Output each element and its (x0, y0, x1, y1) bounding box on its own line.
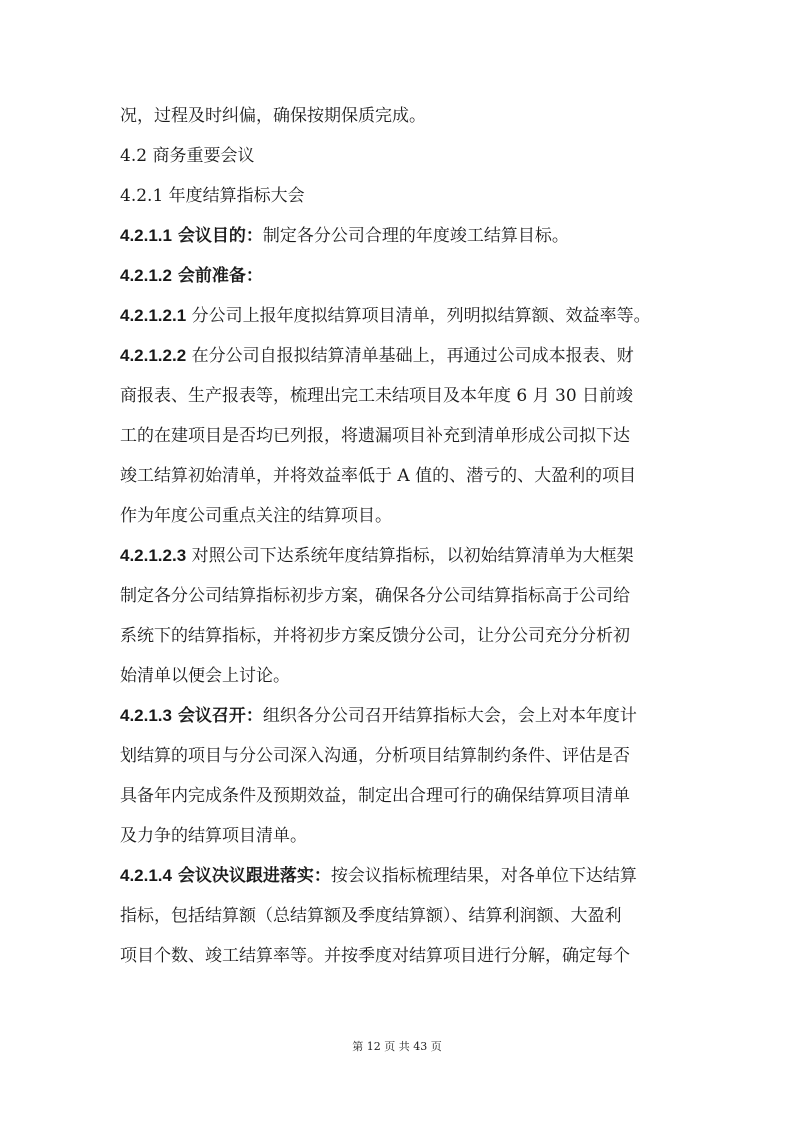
text-line (120, 496, 680, 536)
text-line (120, 456, 680, 496)
text-line (120, 216, 680, 256)
text-line (120, 96, 680, 136)
section-number: 4.2.1.2.1 (120, 306, 187, 325)
line-text: 4.2.1 年度结算指标大会 (120, 186, 305, 206)
line-text: 具备年内完成条件及预期效益，制定出合理可行的确保结算项目清单 (120, 786, 630, 806)
line-text: 项目个数、竣工结算率等。并按季度对结算项目进行分解，确定每个 (120, 946, 630, 966)
line-text: 指标，包括结算额（总结算额及季度结算额）、结算利润额、大盈利 (120, 906, 622, 926)
text-line (120, 656, 680, 696)
line-text: 在分公司自报拟结算清单基础上，再通过公司成本报表、财 (186, 346, 634, 366)
text-line (120, 856, 680, 896)
text-line (120, 176, 680, 216)
section-heading: 会前准备： (172, 266, 263, 286)
text-line (120, 416, 680, 456)
line-text: 况，过程及时纠偏，确保按期保质完成。 (120, 106, 426, 126)
section-number: 4.2.1.2.2 (120, 346, 187, 365)
section-number: 4.2.1.4 (120, 866, 172, 885)
text-line (120, 776, 680, 816)
page-footer: 第 12 页 共 43 页 (352, 1040, 442, 1053)
text-line (120, 136, 680, 176)
text-line (120, 736, 680, 776)
text-line (120, 256, 680, 296)
line-text: 划结算的项目与分公司深入沟通，分析项目结算制约条件、评估是否 (120, 746, 630, 766)
line-text: 及力争的结算项目清单。 (120, 826, 307, 846)
section-heading: 会议目的： (172, 226, 263, 246)
line-text: 制定各分公司合理的年度竣工结算目标。 (262, 226, 569, 246)
line-text: 始清单以便会上讨论。 (120, 666, 290, 686)
section-number: 4.2.1.2 (120, 266, 172, 285)
line-text: 商报表、生产报表等，梳理出完工未结项目及本年度 6 月 30 日前竣 (120, 386, 634, 406)
line-text: 按会议指标梳理结果，对各单位下达结算 (330, 866, 637, 886)
section-heading: 会议召开： (172, 706, 263, 726)
line-text: 对照公司下达系统年度结算指标，以初始结算清单为大框架 (186, 546, 634, 566)
section-number: 4.2.1.1 (120, 226, 172, 245)
section-number: 4.2.1.3 (120, 706, 172, 725)
text-line (120, 296, 680, 336)
line-text: 系统下的结算指标，并将初步方案反馈分公司，让分公司充分分析初 (120, 626, 630, 646)
line-text: 竣工结算初始清单，并将效益率低于 A 值的、潜亏的、大盈利的项目 (120, 466, 637, 486)
text-line (120, 616, 680, 656)
text-line (120, 576, 680, 616)
line-text: 组织各分公司召开结算指标大会，会上对本年度计 (262, 706, 637, 726)
text-line (120, 896, 680, 936)
text-line (120, 936, 680, 976)
line-text: 工的在建项目是否均已列报，将遗漏项目补充到清单形成公司拟下达 (120, 426, 630, 446)
text-line (120, 816, 680, 856)
text-line (120, 696, 680, 736)
line-text: 制定各分公司结算指标初步方案，确保各分公司结算指标高于公司给 (120, 586, 630, 606)
line-text: 4.2 商务重要会议 (120, 146, 255, 166)
text-line (120, 336, 680, 376)
section-heading: 会议决议跟进落实： (172, 866, 331, 886)
line-text: 分公司上报年度拟结算项目清单，列明拟结算额、效益率等。 (186, 306, 651, 326)
body-text (120, 96, 680, 976)
section-number: 4.2.1.2.3 (120, 546, 187, 565)
line-text: 作为年度公司重点关注的结算项目。 (120, 506, 392, 526)
text-line (120, 376, 680, 416)
text-line (120, 536, 680, 576)
